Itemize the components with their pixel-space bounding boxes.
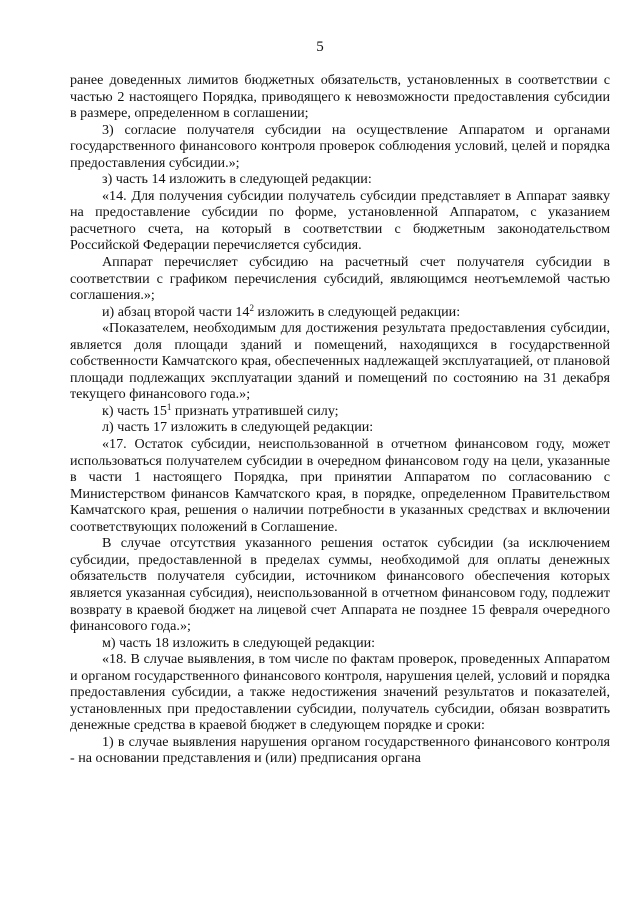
paragraph-part-14-transfer: Аппарат перечисляет субсидию на расчетный счет получателя субсидии в соответствии с графиком перечисления субсидий, являющимся неотъемлемой частью соглашения.»; bbox=[70, 254, 610, 304]
paragraph-part-18-item-1: 1) в случае выявления нарушения органом государственного финансового контроля - на основании представления и (или) предписания органа bbox=[70, 733, 610, 767]
paragraph-amendment-i bbox=[70, 304, 610, 321]
amendment-i-superscript: 2 bbox=[249, 302, 254, 313]
amendment-k-post: признать утратившей силу; bbox=[171, 402, 339, 419]
paragraph-part-18: «18. В случае выявления, в том числе по фактам проверок, проведенных Аппаратом и органом государственного финансового контроля, нарушения целей, условий и порядка предоставления субсидии, а также недостижения значений результатов и показателей, установленных при предоставлении субсидии, получатель субсидии, обязан возвратить денежные средства в краевой бюджет в следующем порядке и сроки: bbox=[70, 651, 610, 734]
amendment-k-superscript: 1 bbox=[166, 401, 172, 412]
page-number: 5 bbox=[316, 39, 324, 55]
paragraph-part-14: «14. Для получения субсидии получатель субсидии представляет в Аппарат заявку на предоставление субсидии по форме, установленной Аппаратом, с указанием расчетного счета, на который в соответствии с бюджетным законодательством Российской Федерации перечисляется субсидия. bbox=[70, 187, 610, 254]
document-body bbox=[70, 72, 610, 767]
paragraph-amendment-k bbox=[70, 403, 610, 420]
paragraph-amendment-m: м) часть 18 изложить в следующей редакции: bbox=[102, 634, 376, 651]
amendment-k-pre: к) часть 15 bbox=[102, 402, 167, 419]
paragraph-amendment-l: л) часть 17 изложить в следующей редакции: bbox=[102, 419, 374, 436]
paragraph-amendment-z: з) часть 14 изложить в следующей редакции: bbox=[102, 171, 372, 188]
paragraph-continuation: ранее доведенных лимитов бюджетных обязательств, установленных в соответствии с частью 2 настоящего Порядка, приводящего к невозможности предоставления субсидии в размере, определенном в соглашении; bbox=[70, 72, 610, 122]
amendment-i-post: изложить в следующей редакции: bbox=[253, 303, 461, 320]
paragraph-part-17: «17. Остаток субсидии, неиспользованной в отчетном финансовом году, может использоваться получателем субсидии в очередном финансовом году на цели, указанные в части 1 настоящего Порядка, при принятии Аппаратом по согласованию с Министерством финансов Камчатского края, в порядке, определенном Правительством Камчатского края, решения о наличии потребности в указанных средствах и включении соответствующих положений в Соглашение. bbox=[70, 436, 610, 535]
amendment-i-pre: и) абзац второй части 14 bbox=[102, 303, 250, 320]
paragraph-indicator: «Показателем, необходимым для достижения результата предоставления субсидии, является доля площади зданий и помещений, находящихся в государственной собственности Камчатского края, обеспеченных надлежащей эксплуатацией, от плановой площади подлежащих эксплуатации зданий и помещений по состоянию на 31 декабря текущего финансового года.»; bbox=[70, 320, 610, 403]
paragraph-part-17-return: В случае отсутствия указанного решения остаток субсидии (за исключением субсидии, предоставленной в пределах суммы, необходимой для оплаты денежных обязательств получателя субсидии, источником финансового обеспечения которых является указанная субсидия), неиспользованной в отчетном финансовом году, подлежит возврату в краевой бюджет на лицевой счет Аппарата не позднее 15 февраля очередного финансового года.»; bbox=[70, 535, 610, 635]
paragraph-item-3: 3) согласие получателя субсидии на осуществление Аппаратом и органами государственного финансового контроля проверок соблюдения условий, целей и порядка предоставления субсидии.»; bbox=[70, 121, 610, 171]
